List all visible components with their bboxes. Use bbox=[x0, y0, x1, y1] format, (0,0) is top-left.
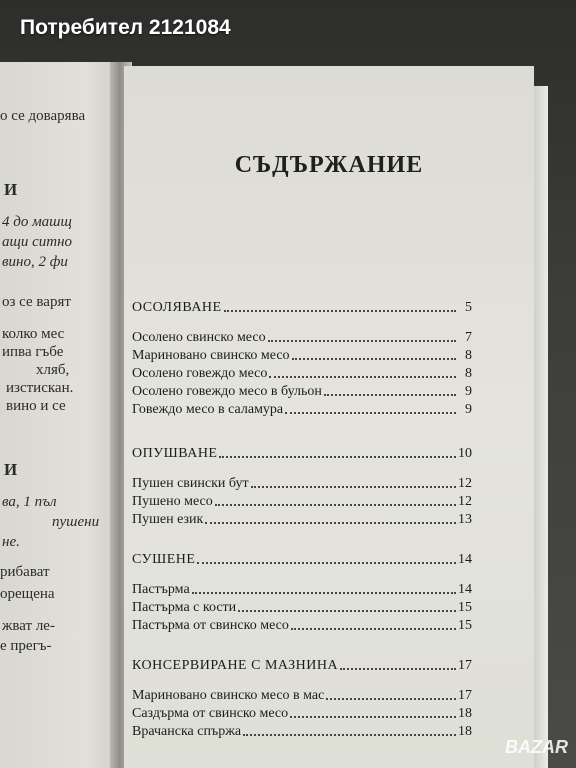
dot-leader bbox=[192, 592, 456, 594]
toc-section bbox=[132, 298, 472, 316]
dot-leader bbox=[243, 734, 456, 736]
watermark-banner bbox=[0, 0, 576, 58]
left-page-line: ащи ситно bbox=[2, 234, 73, 250]
left-page-line: пушени bbox=[52, 514, 100, 530]
toc-title: СЪДЪРЖАНИЕ bbox=[234, 152, 424, 178]
toc-entry bbox=[132, 364, 472, 382]
toc-page-number: 15 bbox=[458, 618, 472, 633]
left-page-line: оз се варят bbox=[2, 294, 71, 310]
dot-leader bbox=[219, 456, 456, 458]
dot-leader bbox=[291, 628, 456, 630]
dot-leader bbox=[205, 522, 456, 524]
right-page bbox=[124, 66, 534, 768]
left-page bbox=[0, 62, 122, 768]
dot-leader bbox=[224, 310, 456, 312]
dot-leader bbox=[340, 668, 456, 670]
toc-entry-label: Осолено свинско месо bbox=[132, 330, 266, 345]
left-page-line: е прегъ- bbox=[0, 638, 52, 654]
toc-entry bbox=[132, 328, 472, 346]
dot-leader bbox=[285, 412, 456, 414]
left-page-line: изстискан. bbox=[6, 380, 74, 396]
left-page-line: ва, 1 пъл bbox=[2, 494, 57, 510]
toc-entry-label: Саздърма от свинско месо bbox=[132, 706, 289, 721]
left-page-line: И bbox=[4, 180, 18, 199]
toc-entry bbox=[132, 598, 472, 616]
dot-leader bbox=[326, 698, 456, 700]
left-page-line: рибават bbox=[0, 564, 50, 580]
toc-section bbox=[132, 656, 472, 674]
left-page-line: о се доварява bbox=[0, 108, 86, 124]
toc-entry-label: Пушено месо bbox=[132, 494, 213, 509]
dot-leader bbox=[215, 504, 456, 506]
toc-entry-label: Мариновано свинско месо bbox=[132, 348, 290, 363]
toc-page-number: 17 bbox=[458, 658, 472, 673]
toc-page-number: 18 bbox=[458, 706, 472, 721]
site-logo: BAZAR bbox=[505, 737, 568, 757]
toc-page-number: 9 bbox=[465, 402, 472, 417]
dot-leader bbox=[197, 562, 456, 564]
toc-page-number: 18 bbox=[458, 724, 472, 739]
toc-entry-label: Осолено говеждо месо в бульон bbox=[132, 384, 322, 399]
toc-entry bbox=[132, 704, 472, 722]
toc-page-number: 8 bbox=[465, 348, 472, 363]
left-page-line: колко мес bbox=[2, 326, 65, 342]
toc-entry-label: Мариновано свинско месо в мас bbox=[132, 688, 325, 703]
toc-section-title: КОНСЕРВИРАНЕ С МАЗНИНА bbox=[132, 658, 339, 673]
toc-section bbox=[132, 550, 472, 568]
dot-leader bbox=[269, 376, 456, 378]
toc-entry-label: Врачанска спържа bbox=[132, 724, 242, 739]
toc-entry-label: Пастърма от свинско месо bbox=[132, 618, 289, 633]
left-page-line: хляб, bbox=[36, 362, 70, 378]
toc-page-number: 14 bbox=[458, 552, 472, 567]
page-edge bbox=[534, 86, 548, 768]
dot-leader bbox=[324, 394, 456, 396]
toc-entry bbox=[132, 474, 472, 492]
toc-entry-label: Пастърма bbox=[132, 582, 190, 597]
left-page-line: не. bbox=[2, 534, 20, 550]
toc-page-number: 8 bbox=[465, 366, 472, 381]
toc-entry bbox=[132, 722, 472, 740]
toc-entry bbox=[132, 382, 472, 400]
toc-section-title: ОСОЛЯВАНЕ bbox=[132, 300, 222, 315]
toc-entry-label: Пушен език bbox=[132, 512, 204, 527]
toc-entry bbox=[132, 580, 472, 598]
left-page-line: орещена bbox=[0, 586, 55, 602]
toc-section bbox=[132, 444, 472, 462]
toc-entry bbox=[132, 510, 472, 528]
toc-section-title: ОПУШВАНЕ bbox=[132, 446, 218, 461]
left-page-line: вино и се bbox=[6, 398, 66, 414]
toc-page-number: 10 bbox=[458, 446, 472, 461]
left-page-line: 4 до машщ bbox=[2, 214, 72, 230]
dot-leader bbox=[268, 340, 456, 342]
left-page-line: жват ле- bbox=[2, 618, 55, 634]
toc-page-number: 9 bbox=[465, 384, 472, 399]
toc-entry-label: Пушен свински бут bbox=[132, 476, 249, 491]
toc-page-number: 12 bbox=[458, 494, 472, 509]
toc-entry bbox=[132, 616, 472, 634]
toc-entry-label: Осолено говеждо месо bbox=[132, 366, 268, 381]
toc-page-number: 14 bbox=[458, 582, 472, 597]
toc-page-number: 17 bbox=[458, 688, 472, 703]
toc-entry bbox=[132, 400, 472, 418]
dot-leader bbox=[251, 486, 456, 488]
toc-page-number: 5 bbox=[465, 300, 472, 315]
toc-page-number: 12 bbox=[458, 476, 472, 491]
toc-entry bbox=[132, 492, 472, 510]
toc-page-number: 7 bbox=[465, 330, 472, 345]
left-page-line: ипва гъбе bbox=[2, 344, 64, 360]
dot-leader bbox=[292, 358, 456, 360]
toc-entry-label: Говеждо месо в саламура bbox=[132, 402, 284, 417]
toc-section-title: СУШЕНЕ bbox=[132, 552, 196, 567]
left-page-line: вино, 2 фи bbox=[2, 254, 68, 270]
dot-leader bbox=[290, 716, 456, 718]
toc-page-number: 13 bbox=[458, 512, 472, 527]
toc-entry bbox=[132, 346, 472, 364]
left-page-line: И bbox=[4, 460, 18, 479]
toc-entry-label: Пастърма с кости bbox=[132, 600, 237, 615]
dot-leader bbox=[238, 610, 456, 612]
toc-page-number: 15 bbox=[458, 600, 472, 615]
toc-entry bbox=[132, 686, 472, 704]
watermark-text: Потребител 2121084 bbox=[20, 16, 231, 39]
